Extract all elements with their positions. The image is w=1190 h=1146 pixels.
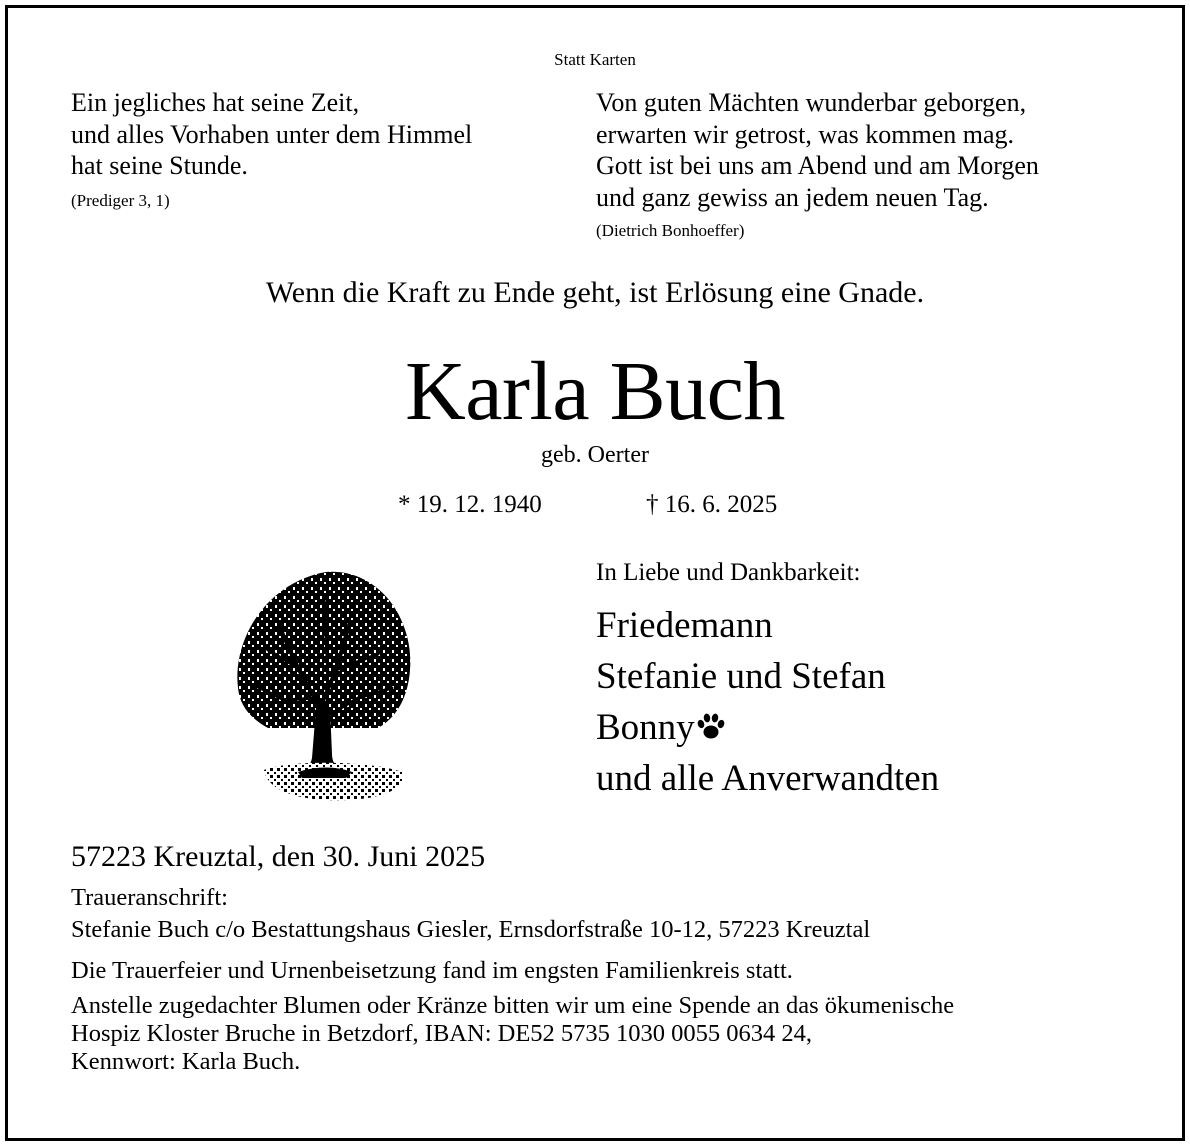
maiden-name: geb. Oerter <box>541 442 649 468</box>
quote-right-line: und ganz gewiss an jedem neuen Tag. <box>596 182 989 212</box>
tree-icon <box>228 558 418 804</box>
death-date: † 16. 6. 2025 <box>646 491 778 518</box>
donation-line: Kennwort: Karla Buch. <box>71 1048 301 1075</box>
quote-right-line: erwarten wir getrost, was kommen mag. <box>596 119 1015 149</box>
ceremony-note: Die Trauerfeier und Urnenbeisetzung fand im engsten Familienkreis statt. <box>71 957 793 984</box>
quote-right <box>596 87 1039 213</box>
deceased-name: Karla Buch <box>405 345 785 438</box>
quote-right-line: Gott ist bei uns am Abend und am Morgen <box>596 151 1039 180</box>
donation-line: Anstelle zugedachter Blumen oder Kränze bitten wir um eine Spende an das ökumenische <box>71 992 955 1019</box>
mourner-name: und alle Anverwandten <box>596 758 940 799</box>
mourner-name: Stefanie und Stefan <box>596 656 886 697</box>
address-label: Traueranschrift: <box>71 884 228 911</box>
quote-left <box>71 87 472 182</box>
paw-print-icon <box>696 704 726 734</box>
donation-note <box>71 992 954 1076</box>
quote-left-line: hat seine Stunde. <box>71 151 248 180</box>
donation-line: Hospiz Kloster Bruche in Betzdorf, IBAN: DE52 5735 1030 0055 0634 24, <box>71 1020 813 1047</box>
motto: Wenn die Kraft zu Ende geht, ist Erlösung eine Gnade. <box>265 276 925 309</box>
mourner-name: Bonny <box>596 707 695 748</box>
quote-left-source: (Prediger 3, 1) <box>71 191 170 210</box>
mourner-name: Friedemann <box>596 605 773 646</box>
quote-right-line: Von guten Mächten wunderbar geborgen, <box>596 88 1027 117</box>
mourners-intro: In Liebe und Dankbarkeit: <box>596 559 861 586</box>
mourners-list <box>596 600 939 804</box>
quote-left-line: und alles Vorhaben unter dem Himmel <box>71 119 473 149</box>
quote-right-source: (Dietrich Bonhoeffer) <box>596 221 745 240</box>
birth-date: * 19. 12. 1940 <box>398 491 542 518</box>
place-date: 57223 Kreuztal, den 30. Juni 2025 <box>71 840 486 873</box>
header-note: Statt Karten <box>554 50 636 69</box>
quote-left-line: Ein jegliches hat seine Zeit, <box>71 88 360 117</box>
mourning-address: Stefanie Buch c/o Bestattungshaus Giesler, Ernsdorfstraße 10-12, 57223 Kreuztal <box>71 916 871 943</box>
mourner-name-pet <box>596 702 939 753</box>
